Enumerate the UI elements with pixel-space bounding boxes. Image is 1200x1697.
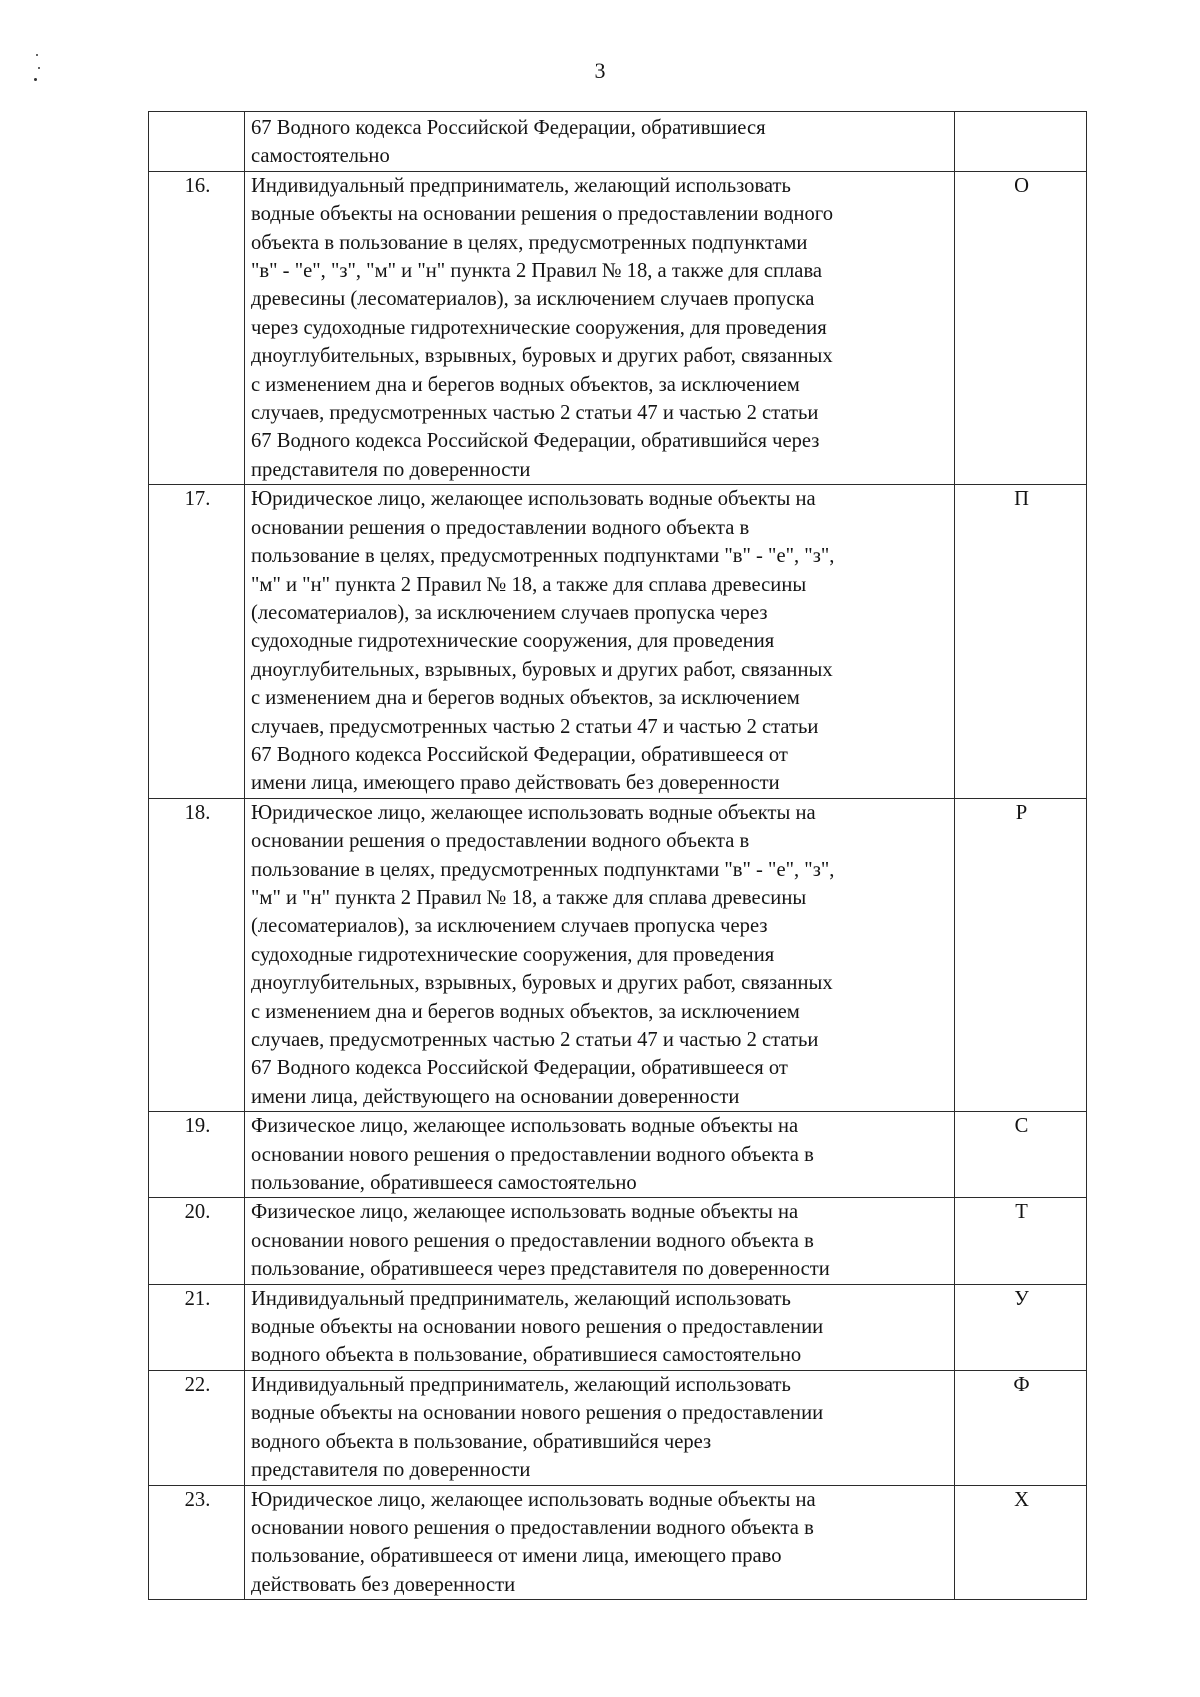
row-number: 20.: [149, 1198, 245, 1284]
row-description: Физическое лицо, желающее использовать водные объекты на основании нового решения о предоставлении водного объекта в пользование, обратившееся самостоятельно: [245, 1112, 955, 1198]
applicant-categories-table: [148, 111, 1087, 1600]
table-row: [149, 1284, 1087, 1370]
table-row: [149, 171, 1087, 484]
row-number: [149, 112, 245, 172]
row-description: Юридическое лицо, желающее использовать водные объекты на основании решения о предоставлении водного объекта в пользование в целях, предусмотренных подпунктами "в" - "е", "з", "м" и "н" пункта 2 Правил № 18, а также для сплава древесины (лесоматериалов), за исключением случаев пропуска через судоходные гидротехнические сооружения, для проведения дноуглубительных, взрывных, буровых и других работ, связанных с изменением дна и берегов водных объектов, за исключением случаев, предусмотренных частью 2 статьи 47 и частью 2 статьи 67 Водного кодекса Российской Федерации, обратившееся от имени лица, имеющего право действовать без доверенности: [245, 485, 955, 798]
table-row: [149, 1485, 1087, 1600]
row-description: Физическое лицо, желающее использовать водные объекты на основании нового решения о предоставлении водного объекта в пользование, обратившееся через представителя по доверенности: [245, 1198, 955, 1284]
row-description: Индивидуальный предприниматель, желающий использовать водные объекты на основании нового решения о предоставлении водного объекта в пользование, обратившийся через представителя по доверенности: [245, 1370, 955, 1485]
row-number: 23.: [149, 1485, 245, 1600]
row-number: 17.: [149, 485, 245, 798]
row-number: 16.: [149, 171, 245, 484]
row-description: Юридическое лицо, желающее использовать водные объекты на основании нового решения о предоставлении водного объекта в пользование, обратившееся от имени лица, имеющего право действовать без доверенности: [245, 1485, 955, 1600]
row-code: Р: [955, 798, 1087, 1111]
row-code: С: [955, 1112, 1087, 1198]
row-description: Индивидуальный предприниматель, желающий использовать водные объекты на основании решения о предоставлении водного объекта в пользование в целях, предусмотренных подпунктами "в" - "е", "з", "м" и "н" пункта 2 Правил № 18, а также для сплава древесины (лесоматериалов), за исключением случаев пропуска через судоходные гидротехнические сооружения, для проведения дноуглубительных, взрывных, буровых и других работ, связанных с изменением дна и берегов водных объектов, за исключением случаев, предусмотренных частью 2 статьи 47 и частью 2 статьи 67 Водного кодекса Российской Федерации, обратившийся через представителя по доверенности: [245, 171, 955, 484]
row-number: 22.: [149, 1370, 245, 1485]
row-number: 19.: [149, 1112, 245, 1198]
row-code: Х: [955, 1485, 1087, 1600]
table-row: [149, 798, 1087, 1111]
table-row: [149, 1198, 1087, 1284]
row-description: 67 Водного кодекса Российской Федерации, обратившиеся самостоятельно: [245, 112, 955, 172]
row-description: Индивидуальный предприниматель, желающий использовать водные объекты на основании нового решения о предоставлении водного объекта в пользование, обратившиеся самостоятельно: [245, 1284, 955, 1370]
row-description: Юридическое лицо, желающее использовать водные объекты на основании решения о предоставлении водного объекта в пользование в целях, предусмотренных подпунктами "в" - "е", "з", "м" и "н" пункта 2 Правил № 18, а также для сплава древесины (лесоматериалов), за исключением случаев пропуска через судоходные гидротехнические сооружения, для проведения дноуглубительных, взрывных, буровых и других работ, связанных с изменением дна и берегов водных объектов, за исключением случаев, предусмотренных частью 2 статьи 47 и частью 2 статьи 67 Водного кодекса Российской Федерации, обратившееся от имени лица, действующего на основании доверенности: [245, 798, 955, 1111]
scan-speck: [36, 54, 38, 56]
table-row: [149, 1112, 1087, 1198]
row-code: О: [955, 171, 1087, 484]
table-row: [149, 112, 1087, 172]
row-code: П: [955, 485, 1087, 798]
row-code: Ф: [955, 1370, 1087, 1485]
table-row: [149, 485, 1087, 798]
row-code: Т: [955, 1198, 1087, 1284]
row-number: 21.: [149, 1284, 245, 1370]
table-row: [149, 1370, 1087, 1485]
page-number: 3: [594, 58, 606, 83]
row-code: У: [955, 1284, 1087, 1370]
row-number: 18.: [149, 798, 245, 1111]
row-code: [955, 112, 1087, 172]
